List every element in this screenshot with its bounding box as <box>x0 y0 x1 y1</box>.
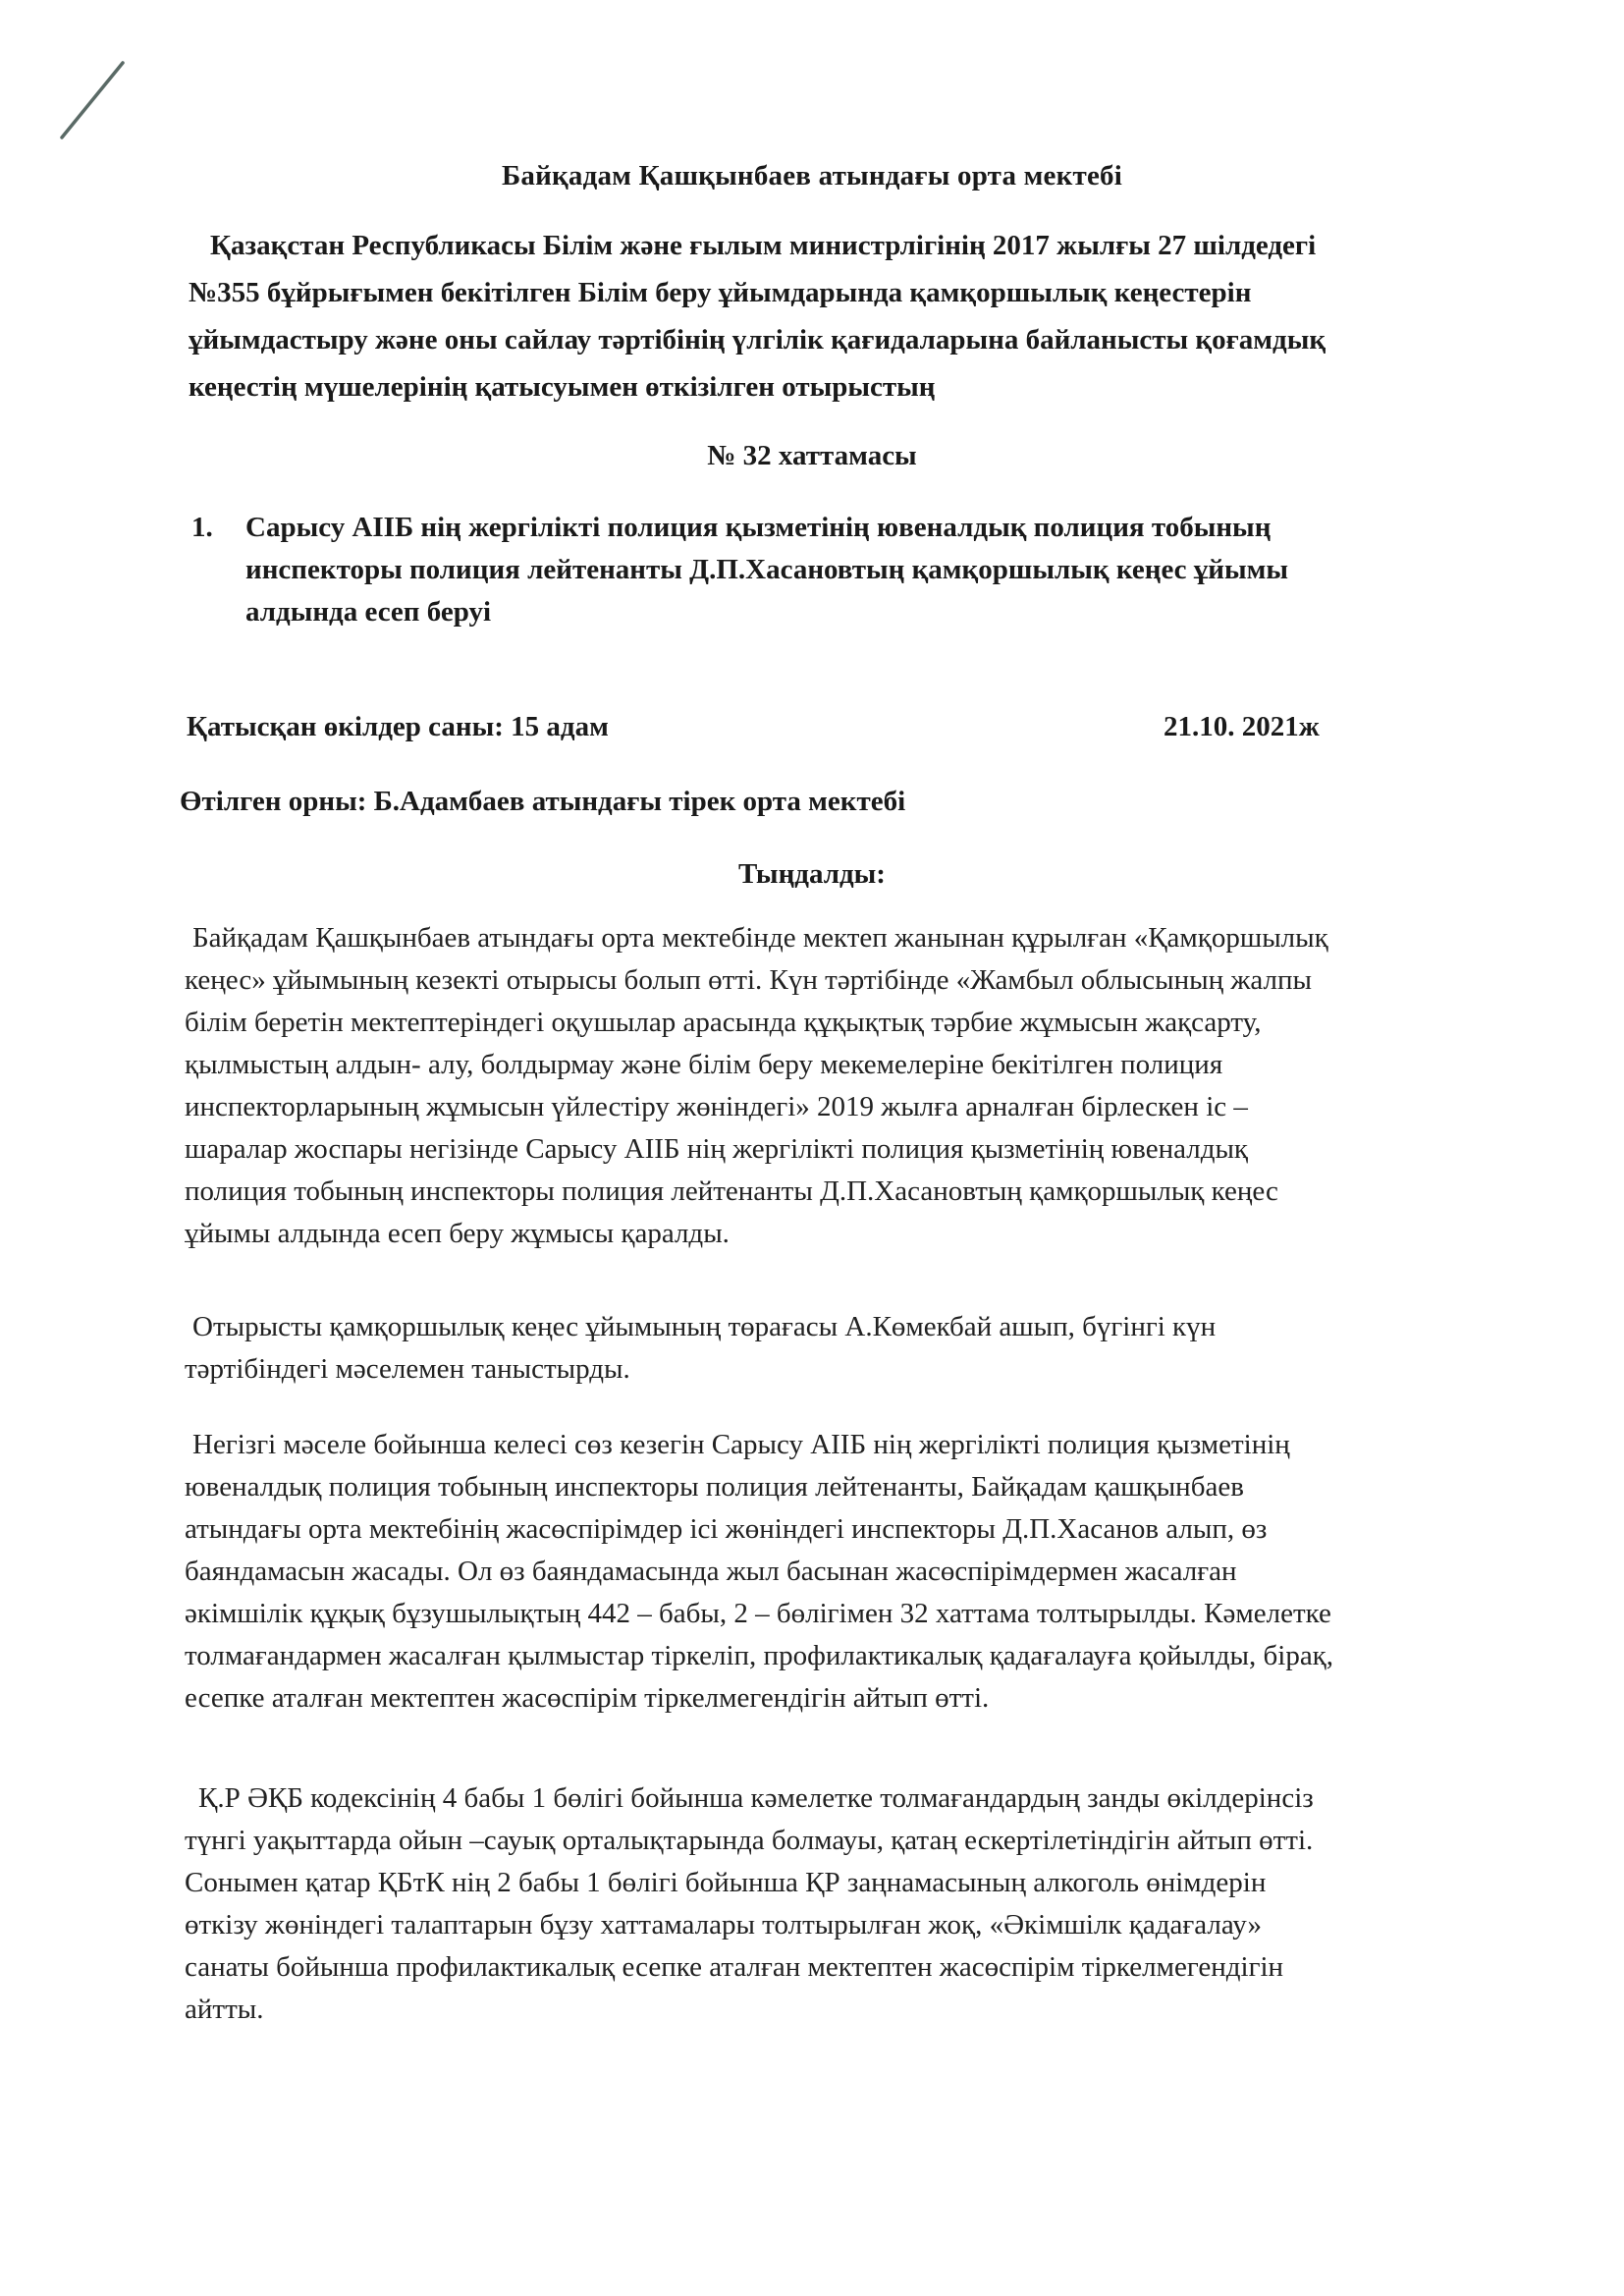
paragraph-line: тәртібіндегі мәселемен таныстырды. <box>185 1353 630 1385</box>
paragraph-line: санаты бойынша профилактикалық есепке аталған мектептен жасөспірім тіркелмегендігін <box>185 1951 1284 1983</box>
protocol-intro-title <box>189 222 1524 410</box>
paragraph-line: ювеналдық полиция тобының инспекторы полиция лейтенанты, Байқадам қашқынбаев <box>185 1471 1244 1503</box>
agenda-item <box>191 507 1488 633</box>
intro-title-line: №355 бұйрығымен бекітілген Білім беру ұйымдарында қамқоршылық кеңестерін <box>189 277 1252 308</box>
agenda-item-number: 1. <box>191 512 213 543</box>
agenda-item-text <box>245 507 1488 633</box>
paragraph-meeting-summary <box>185 917 1500 1255</box>
intro-title-line: ұйымдастыру және оны сайлау тәртібінің үлгілік қағидаларына байланысты қоғамдық <box>189 324 1326 355</box>
paragraph-line: білім беретін мектептеріндегі оқушылар арасында құқықтық тәрбие жұмысын жақсарту, <box>185 1007 1262 1038</box>
meeting-date: 21.10. 2021ж <box>1164 711 1320 742</box>
paragraph-legal-warnings <box>185 1777 1500 2031</box>
paragraph-line: айтты. <box>185 1994 264 2025</box>
attendees-count: Қатысқан өкілдер саны: 15 адам <box>187 711 609 742</box>
pen-stroke-mark-icon <box>54 59 133 147</box>
paragraph-line: Негізгі мәселе бойынша келесі сөз кезегін Сарысу АІІБ нің жергілікті полиция қызметінің <box>192 1429 1290 1460</box>
paragraph-line: баяндамасын жасады. Ол өз баяндамасында жыл басынан жасөспірімдермен жасалған <box>185 1556 1237 1587</box>
protocol-number: № 32 хаттамасы <box>707 440 917 471</box>
paragraph-opening <box>185 1306 1500 1391</box>
paragraph-line: кеңес» ұйымының кезекті отырысы болып өтті. Күн тәртібінде «Жамбыл облысының жалпы <box>185 964 1312 996</box>
paragraph-line: Отырысты қамқоршылық кеңес ұйымының төрағасы А.Көмекбай ашып, бүгінгі күн <box>192 1311 1217 1342</box>
agenda-line: инспекторы полиция лейтенанты Д.П.Хасановтың қамқоршылық кеңес ұйымы <box>245 554 1289 585</box>
paragraph-line: атындағы орта мектебінің жасөспірімдер ісі жөніндегі инспекторы Д.П.Хасанов алып, өз <box>185 1513 1268 1545</box>
paragraph-line: түнгі уақыттарда ойын –сауық орталықтарында болмауы, қатаң ескертілетіндігін айтып өтті. <box>185 1825 1314 1856</box>
meeting-venue: Өтілген орны: Б.Адамбаев атындағы тірек орта мектебі <box>180 786 906 817</box>
paragraph-line: Сонымен қатар ҚБтК нің 2 бабы 1 бөлігі бойынша ҚР заңнамасының алкоголь өнімдерін <box>185 1867 1267 1898</box>
paragraph-line: қылмыстың алдын- алу, болдырмау және білім беру мекемелеріне бекітілген полиция <box>185 1049 1223 1080</box>
paragraph-line: шаралар жоспары негізінде Сарысу АІІБ нің жергілікті полиция қызметінің ювеналдық <box>185 1133 1249 1165</box>
paragraph-line: инспекторларының жұмысын үйлестіру жөніндегі» 2019 жылға арналған бірлескен іс – <box>185 1091 1248 1122</box>
paragraph-line: Қ.Р ӘҚБ кодексінің 4 бабы 1 бөлігі бойынша кәмелетке толмағандардың занды өкілдерінсіз <box>198 1782 1314 1814</box>
paragraph-line: толмағандармен жасалған қылмыстар тіркеліп, профилактикалық қадағалауға қойылды, бірақ, <box>185 1640 1334 1671</box>
paragraph-line: ұйымы алдында есеп беру жұмысы қаралды. <box>185 1218 730 1249</box>
agenda-line: алдында есеп беруі <box>245 596 492 628</box>
paragraph-line: әкімшілік құқық бұзушылықтың 442 – бабы, 2 – бөлігімен 32 хаттама толтырылды. Кәмелетке <box>185 1598 1331 1629</box>
intro-title-line: Қазақстан Республикасы Білім және ғылым министрлігінің 2017 жылғы 27 шілдедегі <box>210 230 1317 261</box>
agenda-line: Сарысу АІІБ нің жергілікті полиция қызметінің ювеналдық полиция тобының <box>245 512 1272 543</box>
paragraph-line: өткізу жөніндегі талаптарын бұзу хаттамалары толтырылған жоқ, «Әкімшілк қадағалау» <box>185 1909 1262 1941</box>
intro-title-line: кеңестің мүшелерінің қатысуымен өткізілген отырыстың <box>189 371 936 403</box>
school-heading: Байқадам Қашқынбаев атындағы орта мектебі <box>502 160 1122 191</box>
heard-heading: Тыңдалды: <box>738 858 886 890</box>
paragraph-line: полиция тобының инспекторы полиция лейтенанты Д.П.Хасановтың қамқоршылық кеңес <box>185 1175 1278 1207</box>
paragraph-line: есепке аталған мектептен жасөспірім тіркелмегендігін айтып өтті. <box>185 1682 990 1714</box>
paragraph-main-report <box>185 1424 1500 1720</box>
paragraph-line: Байқадам Қашқынбаев атындағы орта мектебінде мектеп жанынан құрылған «Қамқоршылық <box>192 922 1328 954</box>
